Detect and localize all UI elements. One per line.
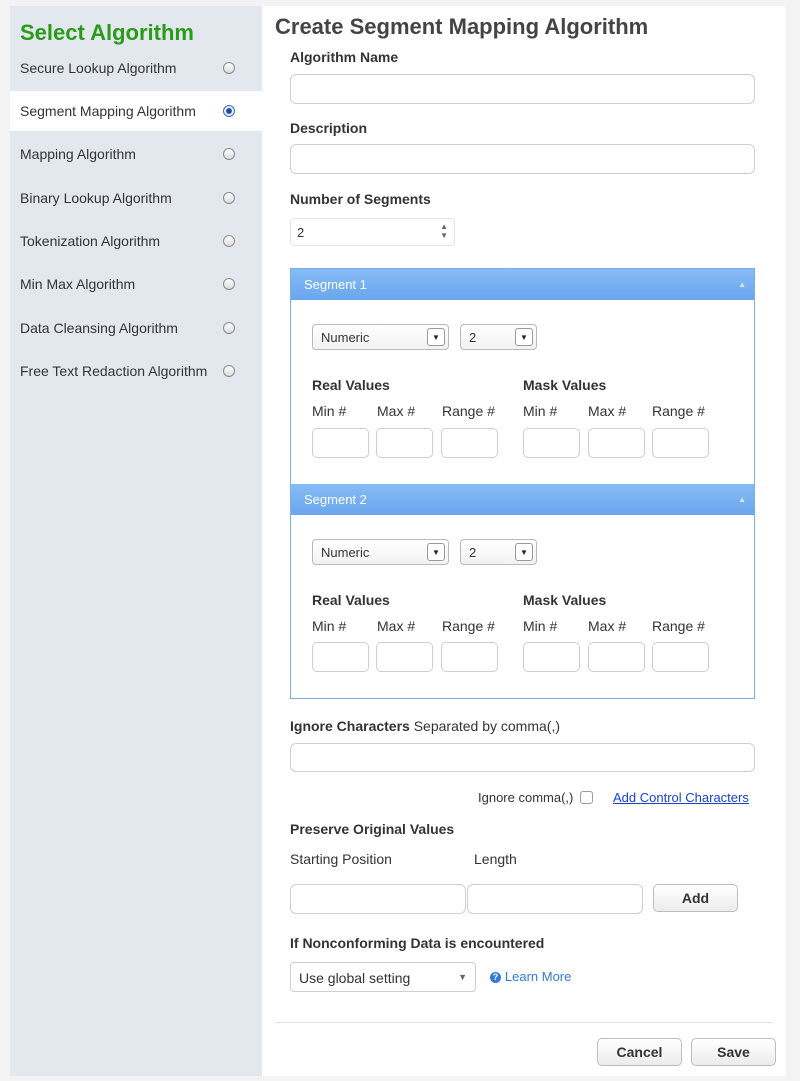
ignore-characters-label-bold: Ignore Characters bbox=[290, 718, 410, 734]
segment-1-mask-max-input[interactable] bbox=[588, 428, 645, 458]
chevron-down-icon: ▼ bbox=[458, 972, 467, 982]
sidebar-item-label: Data Cleansing Algorithm bbox=[20, 320, 178, 336]
segment-2-title: Segment 2 bbox=[304, 492, 367, 507]
length-input[interactable] bbox=[467, 884, 643, 914]
sidebar-item-data-cleansing[interactable] bbox=[10, 308, 262, 348]
real-min-label: Min # bbox=[312, 403, 347, 419]
num-segments-stepper[interactable] bbox=[290, 218, 455, 246]
ignore-characters-label bbox=[290, 718, 560, 734]
starting-position-input[interactable] bbox=[290, 884, 466, 914]
sidebar-item-free-text-redaction[interactable] bbox=[10, 351, 262, 391]
sidebar-item-label: Tokenization Algorithm bbox=[20, 233, 161, 249]
sidebar-item-segment-mapping[interactable] bbox=[10, 91, 262, 131]
segment-1-digits-select[interactable] bbox=[460, 324, 537, 350]
sidebar-item-label: Secure Lookup Algorithm bbox=[20, 60, 177, 76]
ignore-comma-checkbox[interactable] bbox=[580, 791, 593, 804]
segment-1-mask-range-input[interactable] bbox=[652, 428, 709, 458]
collapse-icon[interactable]: ▲ bbox=[738, 495, 746, 504]
radio-button[interactable] bbox=[223, 148, 235, 160]
segment-1-digits-value: 2 bbox=[469, 330, 477, 345]
description-input[interactable] bbox=[290, 144, 755, 174]
segment-1-header[interactable] bbox=[291, 269, 754, 300]
real-range-label: Range # bbox=[442, 618, 495, 634]
real-values-label: Real Values bbox=[312, 377, 390, 393]
preserve-original-values-label: Preserve Original Values bbox=[290, 821, 455, 837]
footer-divider bbox=[275, 1022, 773, 1023]
learn-more-label[interactable]: Learn More bbox=[504, 969, 572, 984]
chevron-down-icon[interactable]: ▼ bbox=[515, 543, 533, 561]
mask-min-label: Min # bbox=[523, 618, 558, 634]
real-range-label: Range # bbox=[442, 403, 495, 419]
chevron-down-icon[interactable]: ▼ bbox=[427, 543, 445, 561]
real-values-label: Real Values bbox=[312, 592, 390, 608]
mask-max-label: Max # bbox=[588, 403, 627, 419]
add-button[interactable]: Add bbox=[653, 884, 738, 912]
segment-1-real-range-input[interactable] bbox=[441, 428, 498, 458]
segment-1-real-max-input[interactable] bbox=[376, 428, 433, 458]
segment-2-digits-select[interactable] bbox=[460, 539, 537, 565]
segment-2-mask-range-input[interactable] bbox=[652, 642, 709, 672]
segment-2-real-max-input[interactable] bbox=[376, 642, 433, 672]
radio-button[interactable] bbox=[223, 235, 235, 247]
num-segments-label: Number of Segments bbox=[290, 191, 431, 207]
segment-2-real-min-input[interactable] bbox=[312, 642, 369, 672]
length-label: Length bbox=[474, 851, 517, 867]
sidebar-item-label: Min Max Algorithm bbox=[20, 276, 136, 292]
segment-1-type-select[interactable] bbox=[312, 324, 449, 350]
segment-2-digits-value: 2 bbox=[469, 545, 477, 560]
chevron-down-icon[interactable]: ▼ bbox=[427, 328, 445, 346]
segment-1-title: Segment 1 bbox=[304, 277, 367, 292]
num-segments-value: 2 bbox=[297, 225, 305, 240]
ignore-comma-label: Ignore comma(,) bbox=[478, 790, 574, 805]
cancel-button[interactable]: Cancel bbox=[597, 1038, 682, 1066]
segment-2-mask-max-input[interactable] bbox=[588, 642, 645, 672]
segment-2-type-value: Numeric bbox=[321, 545, 370, 560]
mask-range-label: Range # bbox=[652, 403, 705, 419]
learn-more-link[interactable] bbox=[490, 968, 571, 984]
collapse-icon[interactable]: ▲ bbox=[738, 280, 746, 289]
sidebar-item-mapping[interactable] bbox=[10, 134, 262, 174]
nonconforming-select-value: Use global setting bbox=[299, 970, 411, 986]
add-control-characters-link[interactable]: Add Control Characters bbox=[613, 790, 749, 805]
nonconforming-label: If Nonconforming Data is encountered bbox=[290, 935, 545, 951]
segments-panel bbox=[290, 268, 755, 699]
starting-position-label: Starting Position bbox=[290, 851, 392, 867]
segment-1-real-min-input[interactable] bbox=[312, 428, 369, 458]
segment-1-type-value: Numeric bbox=[321, 330, 370, 345]
segment-2-header[interactable] bbox=[291, 484, 754, 515]
save-button[interactable]: Save bbox=[691, 1038, 776, 1066]
segment-1-mask-min-input[interactable] bbox=[523, 428, 580, 458]
sidebar-title: Select Algorithm bbox=[20, 20, 194, 45]
nonconforming-select[interactable] bbox=[290, 962, 476, 992]
mask-range-label: Range # bbox=[652, 618, 705, 634]
page-title: Create Segment Mapping Algorithm bbox=[275, 14, 649, 39]
sidebar-item-label: Segment Mapping Algorithm bbox=[20, 103, 196, 119]
ignore-characters-input[interactable] bbox=[290, 743, 755, 772]
ignore-characters-label-hint: Separated by comma(,) bbox=[413, 718, 561, 734]
sidebar-item-label: Free Text Redaction Algorithm bbox=[20, 363, 208, 379]
algorithm-sidebar bbox=[10, 6, 262, 1076]
sidebar-item-tokenization[interactable] bbox=[10, 221, 262, 261]
sidebar-item-binary-lookup[interactable] bbox=[10, 178, 262, 218]
algorithm-name-label: Algorithm Name bbox=[290, 49, 399, 65]
stepper-arrows-icon[interactable]: ▲ ▼ bbox=[440, 222, 448, 240]
chevron-down-icon[interactable]: ▼ bbox=[515, 328, 533, 346]
mask-values-label: Mask Values bbox=[523, 377, 607, 393]
description-label: Description bbox=[290, 120, 368, 136]
radio-button-selected[interactable] bbox=[223, 105, 235, 117]
sidebar-item-label: Mapping Algorithm bbox=[20, 146, 136, 162]
segment-2-mask-min-input[interactable] bbox=[523, 642, 580, 672]
radio-button[interactable] bbox=[223, 278, 235, 290]
help-icon: ? bbox=[490, 972, 501, 983]
mask-min-label: Min # bbox=[523, 403, 558, 419]
real-max-label: Max # bbox=[377, 403, 416, 419]
real-max-label: Max # bbox=[377, 618, 416, 634]
mask-max-label: Max # bbox=[588, 618, 627, 634]
sidebar-item-secure-lookup[interactable] bbox=[10, 48, 262, 88]
sidebar-item-min-max[interactable] bbox=[10, 264, 262, 304]
mask-values-label: Mask Values bbox=[523, 592, 607, 608]
segment-2-type-select[interactable] bbox=[312, 539, 449, 565]
radio-button[interactable] bbox=[223, 322, 235, 334]
real-min-label: Min # bbox=[312, 618, 347, 634]
sidebar-item-label: Binary Lookup Algorithm bbox=[20, 190, 172, 206]
create-algorithm-form bbox=[262, 6, 786, 1076]
radio-button[interactable] bbox=[223, 365, 235, 377]
algorithm-name-input[interactable] bbox=[290, 74, 755, 104]
radio-button[interactable] bbox=[223, 62, 235, 74]
segment-2-real-range-input[interactable] bbox=[441, 642, 498, 672]
radio-button[interactable] bbox=[223, 192, 235, 204]
